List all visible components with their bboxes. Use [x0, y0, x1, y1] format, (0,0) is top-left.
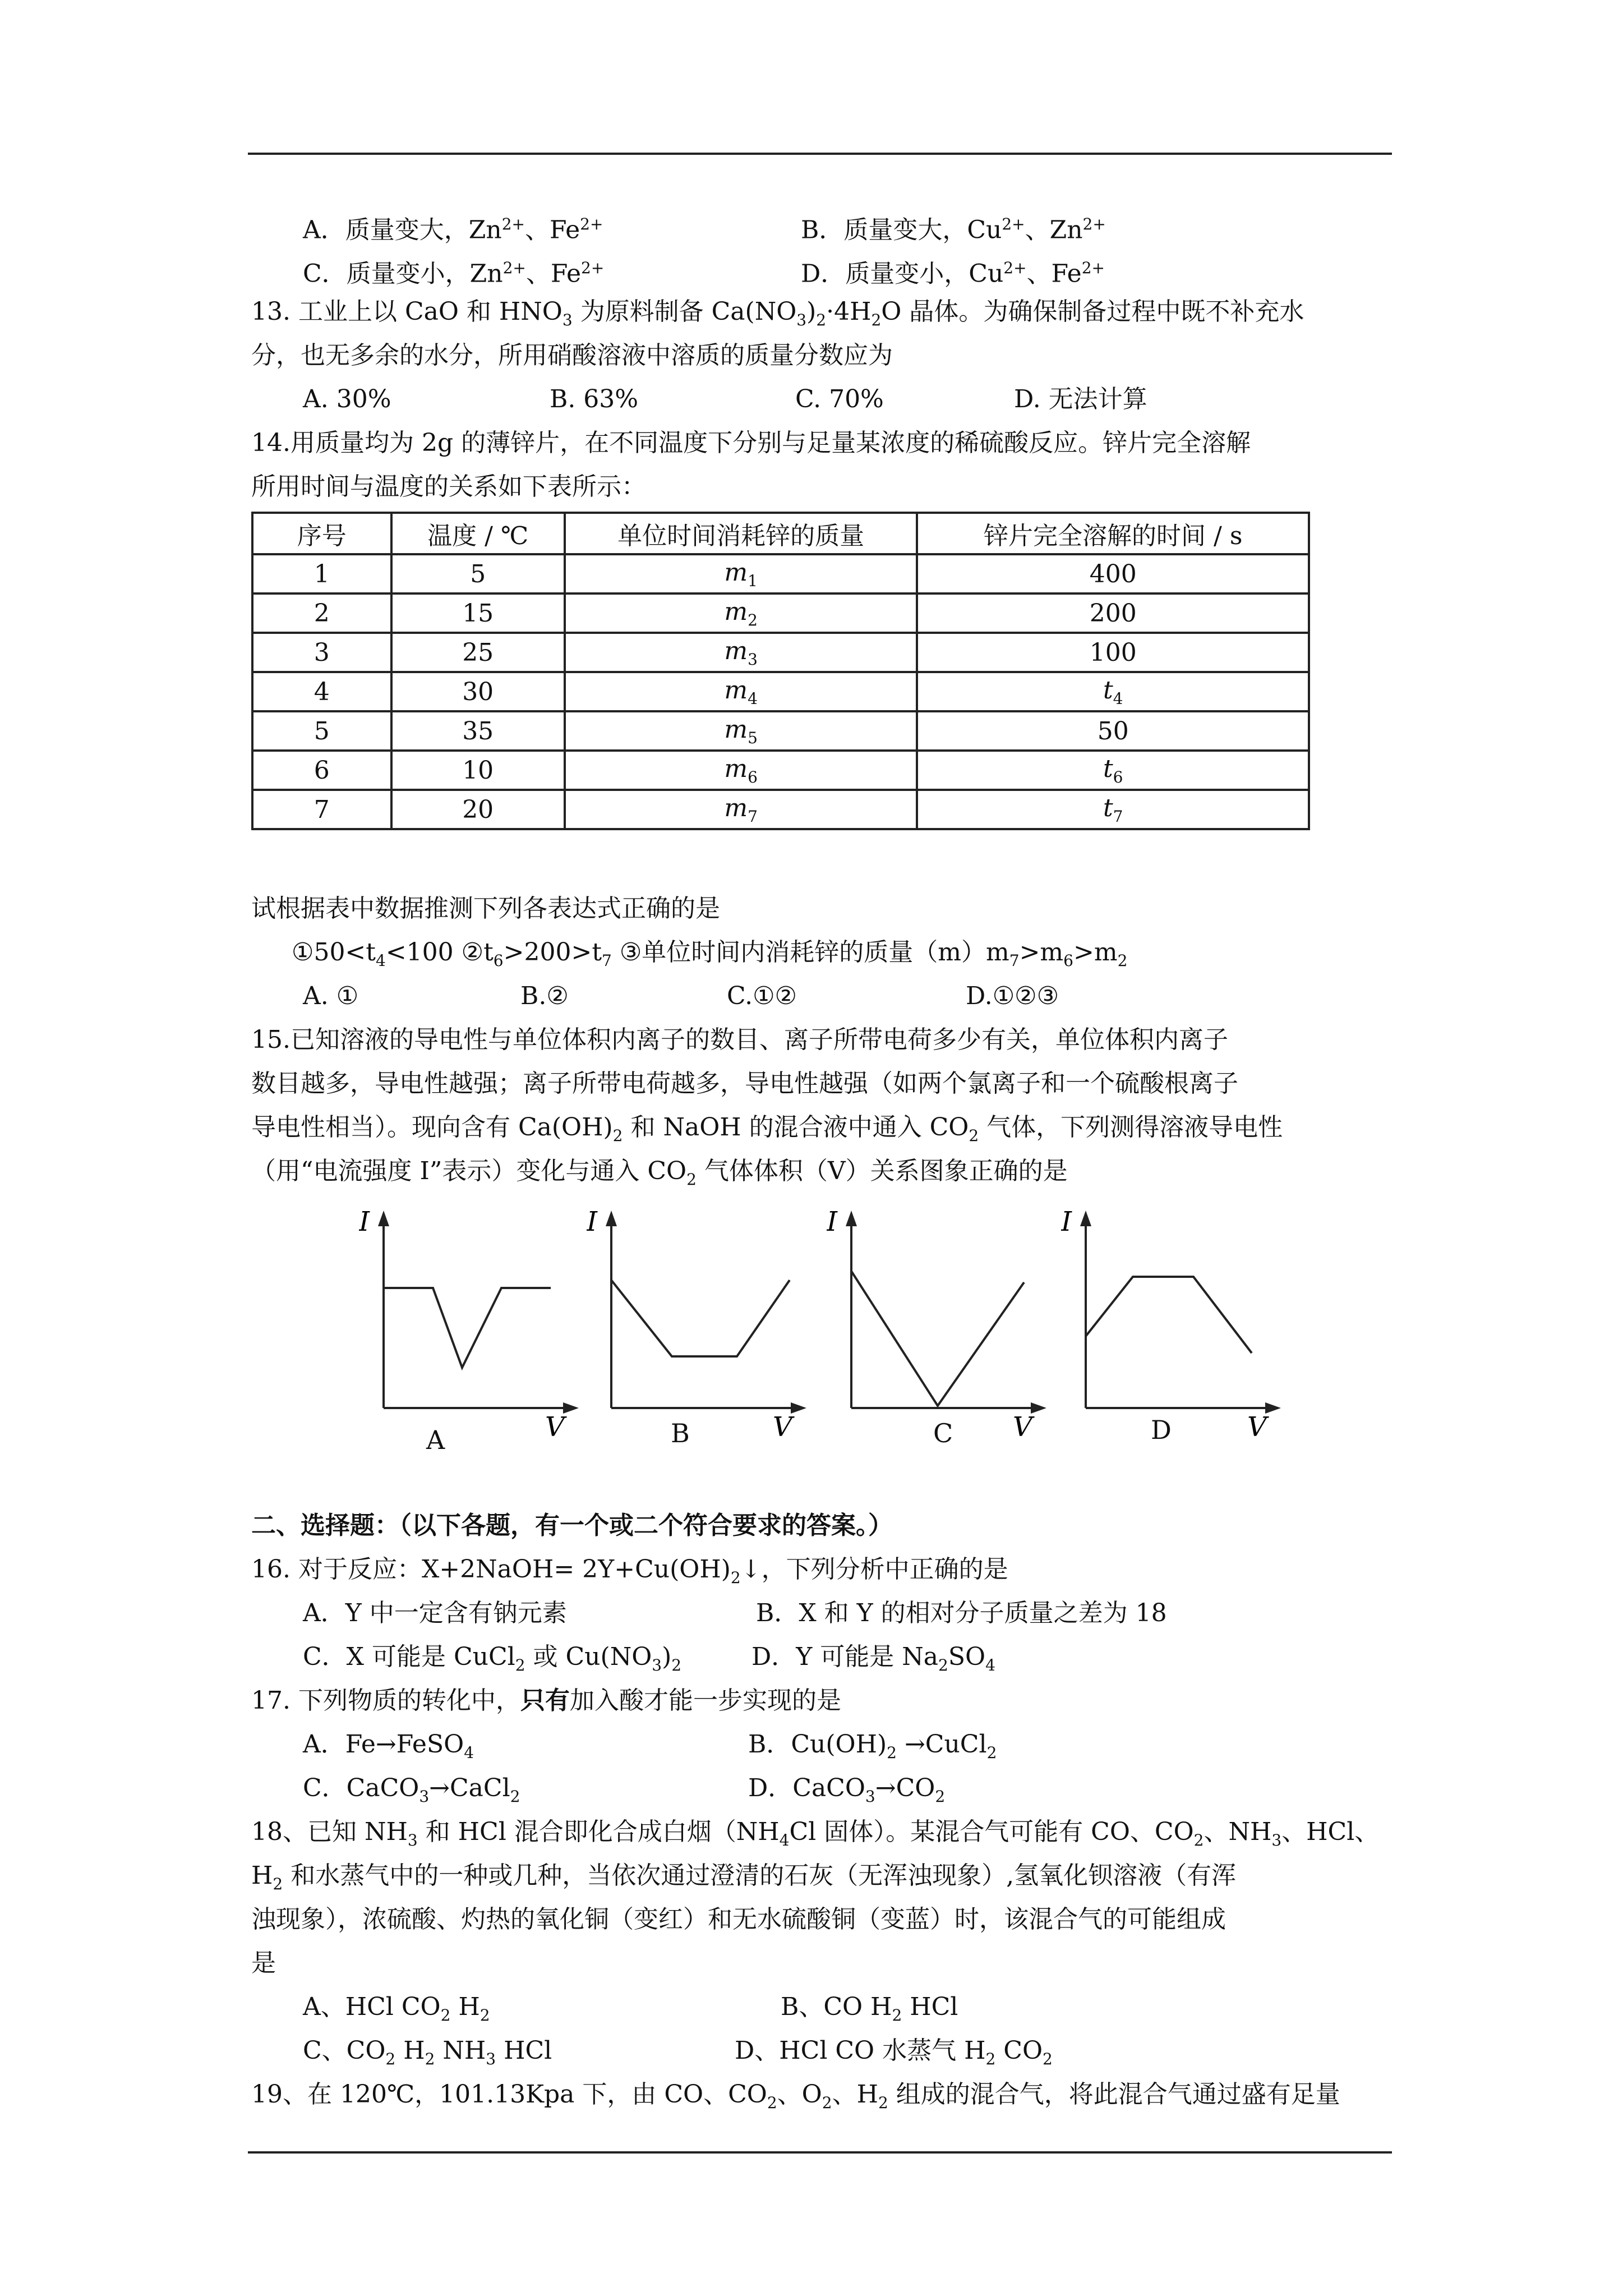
q15-line-4: （用“电流强度 I”表示）变化与通入 $CO_2$ 气体体积（V）关系图象正确的是: [251, 1157, 1068, 1189]
q18-option-a: A、HCl $CO_2$ $H_2$: [303, 1993, 490, 2024]
q15-line-2: 数目越多，导电性越强；离子所带电荷越多，导电性越强（如两个氯离子和一个硫酸根离子: [251, 1069, 1238, 1098]
q14-option-b: B.②: [520, 982, 569, 1010]
q14-line-1: 14.用质量均为 2g 的薄锌片，在不同温度下分别与足量某浓度的稀硫酸反应。锌片完全溶解: [251, 429, 1251, 457]
q14-option-c: C.①②: [727, 982, 797, 1010]
q17-option-b: B．$Cu(OH)_2$ →CuCl$_2$: [748, 1730, 997, 1762]
q12-option-b: B．质量变大，$Cu^{2+}$、$Zn^{2+}$: [801, 215, 1106, 245]
section-2-title: 二、选择题：（以下各题，有一个或二个符合要求的答案。）: [251, 1511, 893, 1540]
q16-option-a: A．Y 中一定含有钠元素: [303, 1599, 567, 1627]
graph-a-x-label: V: [545, 1411, 565, 1443]
graph-d-x-label: V: [1247, 1411, 1267, 1443]
q13-option-a: A. 30%: [303, 385, 391, 413]
table-row: 2 15 $m_2$ 200: [252, 593, 1309, 633]
graph-d-y-label: I: [1061, 1206, 1072, 1237]
q16-line-1: 16. 对于反应：X+2NaOH= $2Y+Cu(OH)_2↓$，下列分析中正确的是: [251, 1555, 1008, 1587]
graph-d: [1061, 1206, 1285, 1447]
q15-line-3: 导电性相当）。现向含有 $Ca(OH)_2$ 和 NaOH 的混合液中通入 $CO_2$ 气体，下列测得溶液导电性: [251, 1113, 1283, 1145]
q16-option-b: B．X 和 Y 的相对分子质量之差为 18: [756, 1599, 1167, 1627]
q18-line-2: $H_2$ 和水蒸气中的一种或几种，当依次通过澄清的石灰（无浑浊现象）,氢氧化钡溶液（有浑: [251, 1861, 1237, 1893]
q13-option-d: D. 无法计算: [1014, 385, 1147, 413]
q16-option-c: C．X 可能是 CuCl$_2$ 或 $Cu(NO_3)_2$: [303, 1642, 682, 1674]
table-row: 7 20 $m_7$ $t_7$: [252, 790, 1309, 829]
q12-option-d: D．质量变小，$Cu^{2+}$、$Fe^{2+}$: [801, 259, 1105, 288]
q18-option-b: B、CO $H_2$ HCl: [781, 1993, 958, 2024]
q19-line-1: 19、在 120℃，101.13Kpa 下，由 CO、$CO_2$、$O_2$、$H_2$ 组成的混合气，将此混合气通过盛有足量: [251, 2080, 1340, 2112]
q16-option-d: D．Y 可能是 $Na_2SO_4$: [751, 1642, 995, 1674]
graph-c: [827, 1206, 1051, 1447]
q13-option-c: C. 70%: [795, 385, 884, 413]
header-index: 序号: [252, 513, 391, 554]
q13-line-1: 13. 工业上以 CaO 和 $HNO_3$ 为原料制备 $Ca(NO_3)_2\cdot 4H_2O$ 晶体。为确保制备过程中既不补充水: [251, 297, 1304, 329]
top-rule: [248, 153, 1392, 155]
table-row: 5 35 $m_5$ 50: [252, 711, 1309, 751]
header-temperature: 温度 / ℃: [391, 513, 565, 554]
zinc-data-table: [251, 512, 1310, 830]
table-row: 6 10 $m_6$ $t_6$: [252, 751, 1309, 790]
q18-line-3: 浊现象），浓硫酸、灼热的氧化铜（变红）和无水硫酸铜（变蓝）时，该混合气的可能组成: [251, 1905, 1226, 1934]
q14-line-2: 所用时间与温度的关系如下表所示：: [251, 472, 646, 501]
graph-c-x-label: V: [1013, 1411, 1032, 1443]
graph-a: [359, 1206, 583, 1447]
q12-option-a: A．质量变大，$Zn^{2+}$、$Fe^{2+}$: [303, 215, 603, 245]
q17-line-1: 17. 下列物质的转化中，只有加入酸才能一步实现的是: [251, 1686, 841, 1715]
graph-a-label: A: [426, 1425, 445, 1455]
graph-b: [587, 1206, 811, 1447]
q17-option-a: A．Fe→FeSO$_4$: [303, 1730, 474, 1762]
q14-option-a: A. ①: [303, 982, 359, 1010]
q13-option-b: B. 63%: [550, 385, 639, 413]
graph-b-label: B: [671, 1418, 690, 1448]
graph-a-y-label: I: [359, 1206, 370, 1237]
graph-b-x-label: V: [773, 1411, 792, 1443]
q13-line-2: 分，也无多余的水分，所用硝酸溶液中溶质的质量分数应为: [251, 341, 893, 370]
q17-option-d: D．$CaCO_3\to CO_2$: [748, 1774, 946, 1806]
q15-line-1: 15.已知溶液的导电性与单位体积内离子的数目、离子所带电荷多少有关，单位体积内离子: [251, 1025, 1228, 1054]
graph-d-label: D: [1151, 1415, 1172, 1445]
header-dissolve-time: 锌片完全溶解的时间 / s: [917, 513, 1309, 554]
graph-c-label: C: [933, 1418, 953, 1448]
header-mass-per-time: 单位时间消耗锌的质量: [565, 513, 917, 554]
q12-option-c: C．质量变小，$Zn^{2+}$、$Fe^{2+}$: [303, 259, 605, 288]
table-row: 4 30 $m_4$ $t_4$: [252, 672, 1309, 711]
q18-option-c: C、$CO_2$ $H_2$ $NH_3$ HCl: [303, 2036, 552, 2068]
q14-after-1: 试根据表中数据推测下列各表达式正确的是: [251, 894, 720, 923]
q18-option-d: D、HCl CO 水蒸气 $H_2$ $CO_2$: [735, 2036, 1053, 2068]
q17-option-c: C．CaCO$_3$→CaCl$_2$: [303, 1774, 520, 1806]
q18-line-1: 18、已知 $NH_3$ 和 HCl 混合即化合成白烟（$NH_4Cl$ 固体）。某混合气可能有 CO、$CO_2$、$NH_3$、HCl、: [251, 1818, 1380, 1849]
table-row: 3 25 $m_3$ 100: [252, 633, 1309, 672]
q14-after-2: $①50<t_4<100$ $②t_6>200>t_7$ ③单位时间内消耗锌的质量$(m)m_7>m_6>m_2$: [292, 938, 1128, 970]
q18-line-4: 是: [251, 1949, 276, 1977]
bottom-rule: [248, 2151, 1392, 2154]
table-row: 1 5 $m_1$ 400: [252, 554, 1309, 593]
q14-option-d: D.①②③: [966, 982, 1059, 1010]
graph-b-y-label: I: [587, 1206, 597, 1237]
graph-c-y-label: I: [827, 1206, 837, 1237]
